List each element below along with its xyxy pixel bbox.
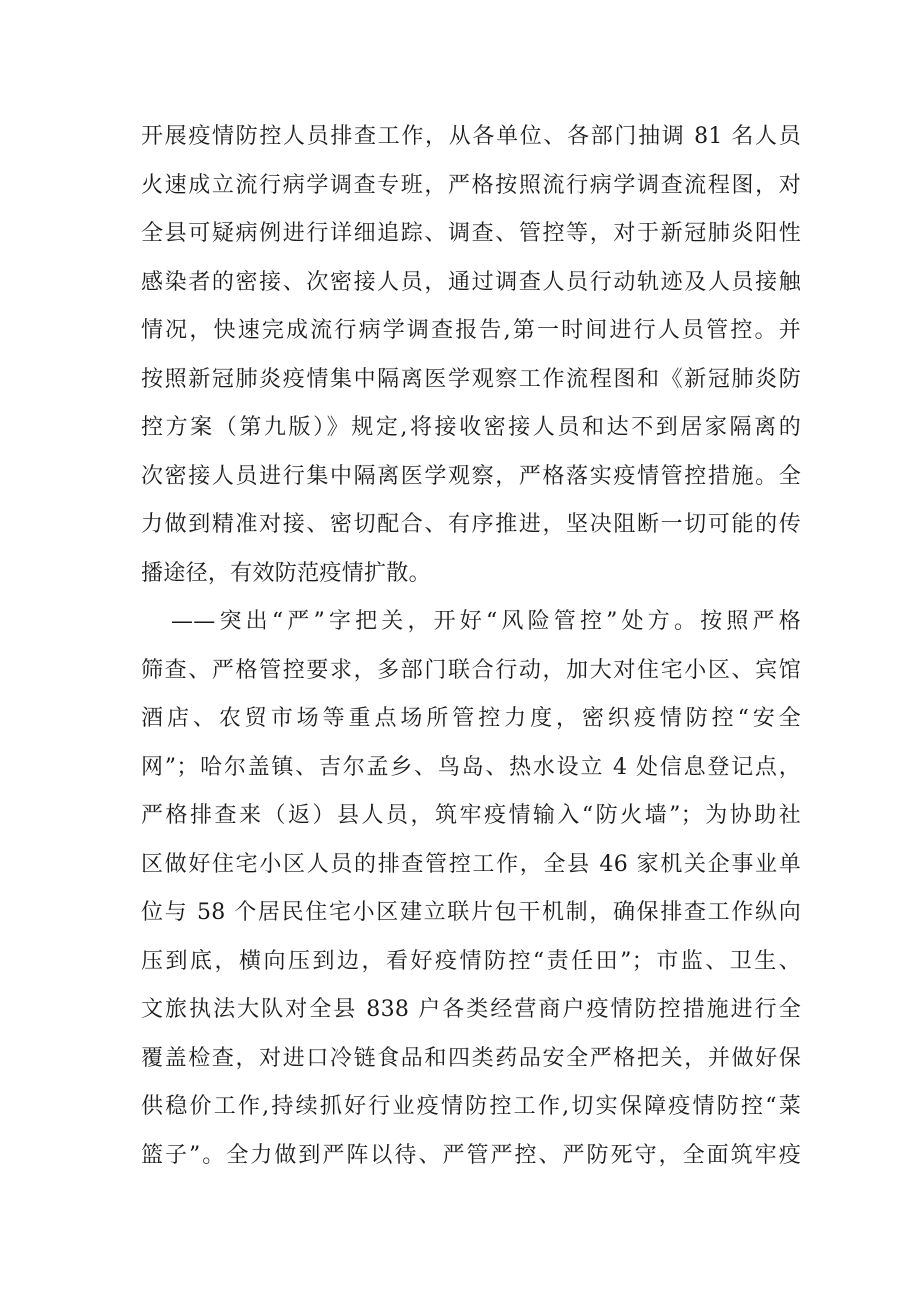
text-line: 情况，快速完成流行病学调查报告,第一时间进行人员管控。并 (141, 318, 801, 343)
text-line: 感染者的密接、次密接人员，通过调查人员行动轨迹及人员接触 (141, 269, 801, 295)
text-line: 开展疫情防控人员排查工作，从各单位、各部门抽调 81 名人员 (141, 124, 801, 149)
text-line: 文旅执法大队对全县 838 户各类经营商户疫情防控措施进行全 (141, 997, 801, 1022)
text-line: 力做到精准对接、密切配合、有序推进，坚决阻断一切可能的传 (141, 512, 801, 537)
text-line: 筛查、严格管控要求，多部门联合行动，加大对住宅小区、宾馆 (141, 657, 801, 683)
body-text (141, 113, 801, 1180)
text-line: 篮子”。全力做到严阵以待、严管严控、严防死守，全面筑牢疫 (141, 1142, 801, 1168)
text-line: 次密接人员进行集中隔离医学观察，严格落实疫情管控措施。全 (141, 463, 801, 489)
text-line: 网”；哈尔盖镇、吉尔孟乡、鸟岛、热水设立 4 处信息登记点， (141, 754, 801, 780)
text-line: 覆盖检查，对进口冷链食品和四类药品安全严格把关，并做好保 (141, 1045, 801, 1071)
text-line: 控方案（第九版）》规定,将接收密接人员和达不到居家隔离的 (141, 415, 801, 440)
paragraph-first-line: ——突出“严”字把关，开好“风险管控”处方。按照严格 (171, 609, 801, 634)
text-line: 区做好住宅小区人员的排查管控工作，全县 46 家机关企事业单 (141, 851, 801, 877)
text-line: 供稳价工作,持续抓好行业疫情防控工作,切实保障疫情防控“菜 (141, 1094, 801, 1119)
text-line: 酒店、农贸市场等重点场所管控力度，密织疫情防控“安全 (141, 706, 801, 731)
text-line: 按照新冠肺炎疫情集中隔离医学观察工作流程图和《新冠肺炎防 (141, 366, 801, 392)
text-line: 火速成立流行病学调查专班，严格按照流行病学调查流程图，对 (141, 172, 801, 198)
text-line: 严格排查来（返）县人员，筑牢疫情输入“防火墙”；为协助社 (141, 803, 801, 828)
text-line: 位与 58 个居民住宅小区建立联片包干机制，确保排查工作纵向 (141, 900, 801, 925)
paragraph-end-line: 播途径，有效防范疫情扩散。 (141, 560, 431, 586)
text-line: 全县可疑病例进行详细追踪、调查、管控等，对于新冠肺炎阳性 (141, 221, 801, 246)
text-line: 压到底，横向压到边，看好疫情防控“责任田”；市监、卫生、 (141, 948, 801, 974)
